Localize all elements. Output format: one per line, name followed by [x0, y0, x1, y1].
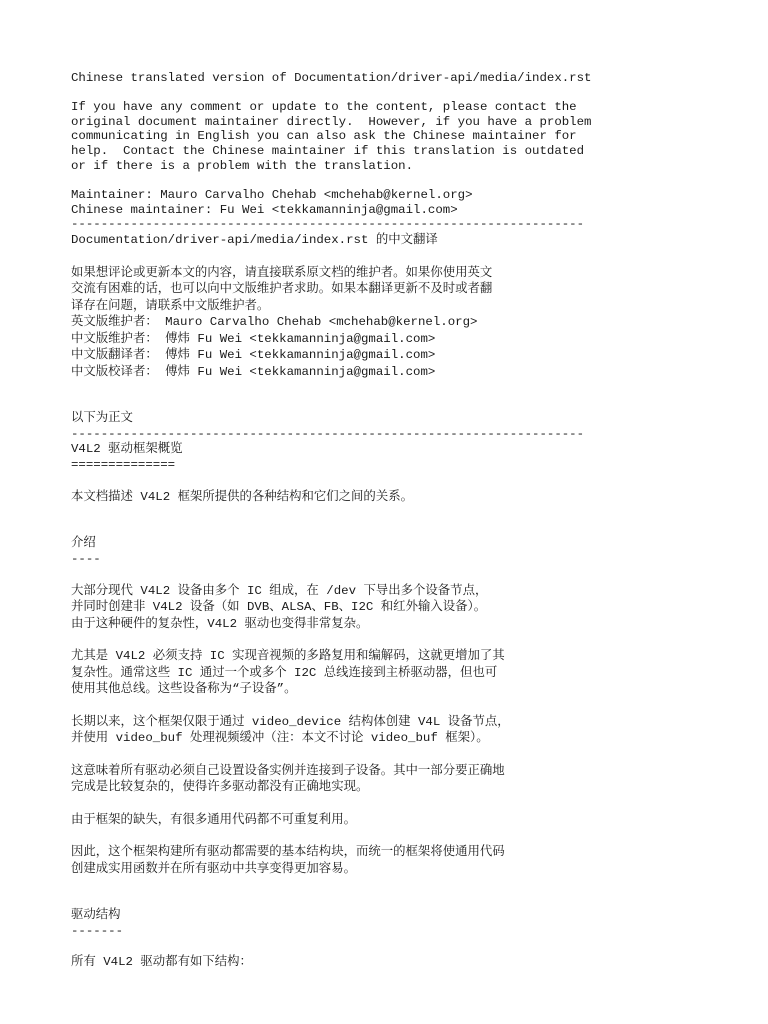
paragraph-line: 这意味着所有驱动必须自己设置设备实例并连接到子设备。其中一部分要正确地 — [71, 763, 505, 778]
paragraph-line: 尤其是 V4L2 必须支持 IC 实现音视频的多路复用和编解码，这就更增加了其 — [71, 649, 505, 664]
intro-line-3: communicating in English you can also ask the Chinese maintainer for — [71, 129, 577, 144]
document-page — [71, 71, 731, 971]
intro-line-5: or if there is a problem with the translation. — [71, 158, 414, 173]
separator-line: --------------------------------------------------------------------- — [71, 217, 585, 232]
paragraph-line: 大部分现代 V4L2 设备由多个 IC 组成，在 /dev 下导出多个设备节点， — [71, 583, 488, 598]
paragraph-line: 完成是比较复杂的，使得许多驱动都没有正确地实现。 — [71, 780, 369, 795]
cn-notice-line-1: 如果想评论或更新本文的内容，请直接联系原文档的维护者。如果你使用英文 — [71, 265, 493, 280]
heading-underline: ============== — [71, 457, 176, 472]
paragraph-line: 创建成实用函数并在所有驱动中共享变得更加容易。 — [71, 861, 356, 876]
heading-underline: ------- — [71, 923, 124, 938]
paragraph-line: 使用其他总线。这些设备称为“子设备”。 — [71, 682, 297, 697]
intro-line-4: help. Contact the Chinese maintainer if this translation is outdated — [71, 144, 585, 159]
chinese-maintainer-line: Chinese maintainer: Fu Wei <tekkamanninja@gmail.com> — [71, 202, 458, 217]
intro-line-2: original document maintainer directly. However, if you have a problem — [71, 114, 592, 129]
cn-notice-line-3: 译存在问题，请联系中文版维护者。 — [71, 298, 270, 313]
cn-notice-line-2: 交流有困难的话，也可以向中文版维护者求助。如果本翻译更新不及时或者翻 — [71, 282, 493, 297]
summary-line: 本文档描述 V4L2 框架所提供的各种结构和它们之间的关系。 — [71, 489, 413, 504]
paragraph-line: 并使用 video_buf 处理视频缓冲（注：本文不讨论 video_buf 框架）。 — [71, 731, 489, 746]
cn-role-en-maintainer: 英文版维护者： Mauro Carvalho Chehab <mchehab@kernel.org> — [71, 315, 478, 330]
intro-heading: 介绍 — [71, 536, 96, 551]
paragraph-line: 由于框架的缺失，有很多通用代码都不可重复利用。 — [71, 812, 356, 827]
intro-line-1: If you have any comment or update to the content, please contact the — [71, 99, 577, 114]
doc-heading: V4L2 驱动框架概览 — [71, 442, 183, 457]
cn-role-translator: 中文版翻译者： 傅炜 Fu Wei <tekkamanninja@gmail.com> — [71, 348, 436, 363]
paragraph-line: 长期以来，这个框架仅限于通过 video_device 结构体创建 V4L 设备节点， — [71, 714, 510, 729]
doc-title-line: Chinese translated version of Documentation/driver-api/media/index.rst — [71, 71, 592, 85]
main-text-label: 以下为正文 — [71, 411, 133, 426]
maintainer-line: Maintainer: Mauro Carvalho Chehab <mchehab@kernel.org> — [71, 187, 473, 202]
paragraph-line: 因此，这个框架构建所有驱动都需要的基本结构块，而统一的框架将使通用代码 — [71, 845, 505, 860]
structure-heading: 驱动结构 — [71, 908, 121, 923]
cn-role-cn-maintainer: 中文版维护者： 傅炜 Fu Wei <tekkamanninja@gmail.com> — [71, 331, 436, 346]
cn-title-line: Documentation/driver-api/media/index.rst 的中文翻译 — [71, 233, 438, 248]
separator-line: --------------------------------------------------------------------- — [71, 426, 585, 441]
cn-role-reviewer: 中文版校译者： 傅炜 Fu Wei <tekkamanninja@gmail.com> — [71, 364, 436, 379]
heading-underline: ---- — [71, 551, 101, 566]
structure-intro-line: 所有 V4L2 驱动都有如下结构： — [71, 955, 252, 970]
paragraph-line: 由于这种硬件的复杂性，V4L2 驱动也变得非常复杂。 — [71, 616, 369, 631]
paragraph-line: 复杂性。通常这些 IC 通过一个或多个 I2C 总线连接到主桥驱动器，但也可 — [71, 665, 498, 680]
paragraph-line: 并同时创建非 V4L2 设备（如 DVB、ALSA、FB、I2C 和红外输入设备）。 — [71, 600, 487, 615]
